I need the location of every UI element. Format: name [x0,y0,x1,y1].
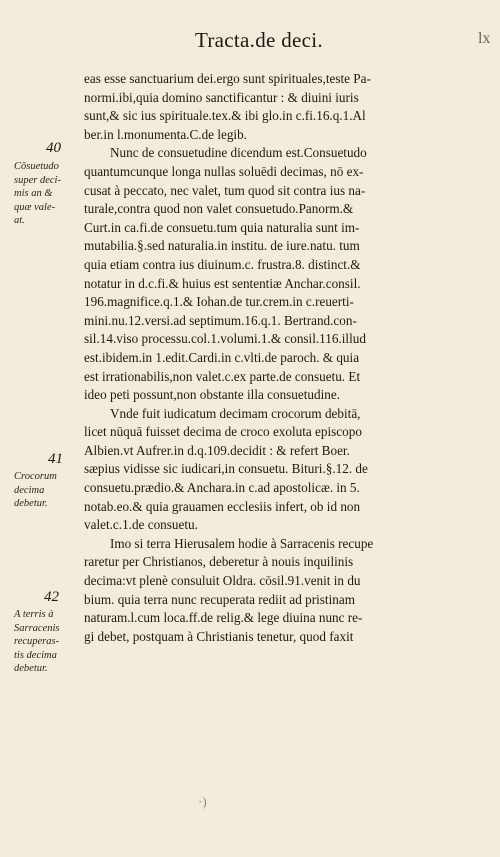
text-line: sæpius vidisse sic iudicari,in consuetu. Bituri.§.12. de [84,461,368,477]
text-line: sil.14.viso processu.col.1.volumi.1.& consil.116.illud [84,331,366,347]
margin-note-42 [14,608,86,676]
margin-note-line: Cōsuetudo [14,161,59,172]
margin-note-40 [14,160,86,228]
text-line: notab.eo.& quia grauamen ecclesiis infert, ob id non [84,498,361,514]
main-text-block [84,70,480,646]
text-line: Vnde fuit iudicatum decimam crocorum debitā, [110,405,361,421]
text-line: notatur in d.c.fi.& huius est sententiæ Anchar.consil. [84,275,361,291]
text-line: Curt.in ca.fi.de consuetu.tum quia naturalia sunt im- [84,219,360,235]
text-line: Imo si terra Hierusalem hodie à Sarracenis recupe [110,535,374,551]
text-line: consuetu.prædio.& Anchara.in c.ad apostolicæ. in 5. [84,480,360,496]
margin-note-line: at. [14,215,25,227]
text-line: eas esse sanctuarium dei.ergo sunt spirituales,teste Pa- [84,71,371,86]
text-line: Nunc de consuetudine dicendum est.Consuetudo [110,145,367,161]
margin-note-line: super deci- [14,174,61,186]
text-line: licet nūquā fuisset decima de croco exoluta episcopo [84,424,362,440]
page-bottom-mark: ·) [198,794,207,809]
text-line: ber.in l.monumenta.C.de legib. [84,126,247,142]
running-head: Tracta.de deci. [195,28,323,52]
text-line: mutabilia.§.sed naturalia.in institu. de iure.natu. tum [84,238,360,254]
section-number-41: 41 [48,451,63,467]
text-line: normi.ibi,quia domino sanctificantur : & diuini iuris [84,89,359,105]
text-line: decima:vt plenè consuluit Oldra. cōsil.91.venit in du [84,573,361,589]
text-line: Albien.vt Aufrer.in d.q.109.decidit : & refert Boer. [84,442,350,458]
margin-note-line: debetur. [14,498,48,510]
margin-note-line: quæ vale- [14,201,56,213]
margin-note-line: Sarracenis [14,622,60,634]
text-line: cusat à peccato, nec valet, tum quod sit contra ius na- [84,182,366,198]
margin-note-line: recuperas- [14,636,60,648]
section-number-42: 42 [44,589,59,605]
margin-note-line: tis decima [14,649,57,661]
text-line: turale,contra quod non valet consuetudo.Panorm.& [84,201,354,217]
margin-note-line: mis an & [14,188,53,200]
text-line: bium. quia terra nunc recuperata rediit ad pristinam [84,591,355,607]
text-line: gi debet, postquam à Christianis tenetur, quod faxit [84,628,354,644]
text-line: naturam.l.cum loca.ff.de relig.& lege diuina nunc re- [84,610,363,626]
margin-note-line: decima [14,484,45,496]
margin-note-line: Crocorum [14,471,57,482]
margin-note-line: debetur. [14,663,48,675]
text-line: ideo peti possunt,non obstante illa consuetudine. [84,387,341,403]
text-line: 196.magnifice.q.1.& Iohan.de tur.crem.in c.reuerti- [84,294,354,310]
text-line: quantumcunque longa nullas soluēdi decimas, nō ex- [84,163,364,179]
text-line: mini.nu.12.versi.ad septimum.16.q.1. Bertrand.con- [84,312,357,328]
folio-number: lx [478,30,491,47]
margin-note-41 [14,470,86,511]
margin-note-line: A terris à [14,609,54,620]
text-line: est irrationabilis,non valet.c.ex parte.de consuetu. Et [84,368,361,384]
text-line: quia etiam contra ius diuinum.c. frustra.8. distinct.& [84,256,361,272]
text-line: raretur per Christianos, deberetur à nouis inquilinis [84,554,354,570]
section-number-40: 40 [46,140,61,156]
text-line: valet.c.1.de consuetu. [84,517,198,533]
text-line: est.ibidem.in 1.edit.Cardi.in c.vlti.de paroch. & quia [84,349,360,365]
text-line: sunt,& sic ius spirituale.tex.& ibi glo.in c.fi.16.q.1.Al [84,108,366,124]
